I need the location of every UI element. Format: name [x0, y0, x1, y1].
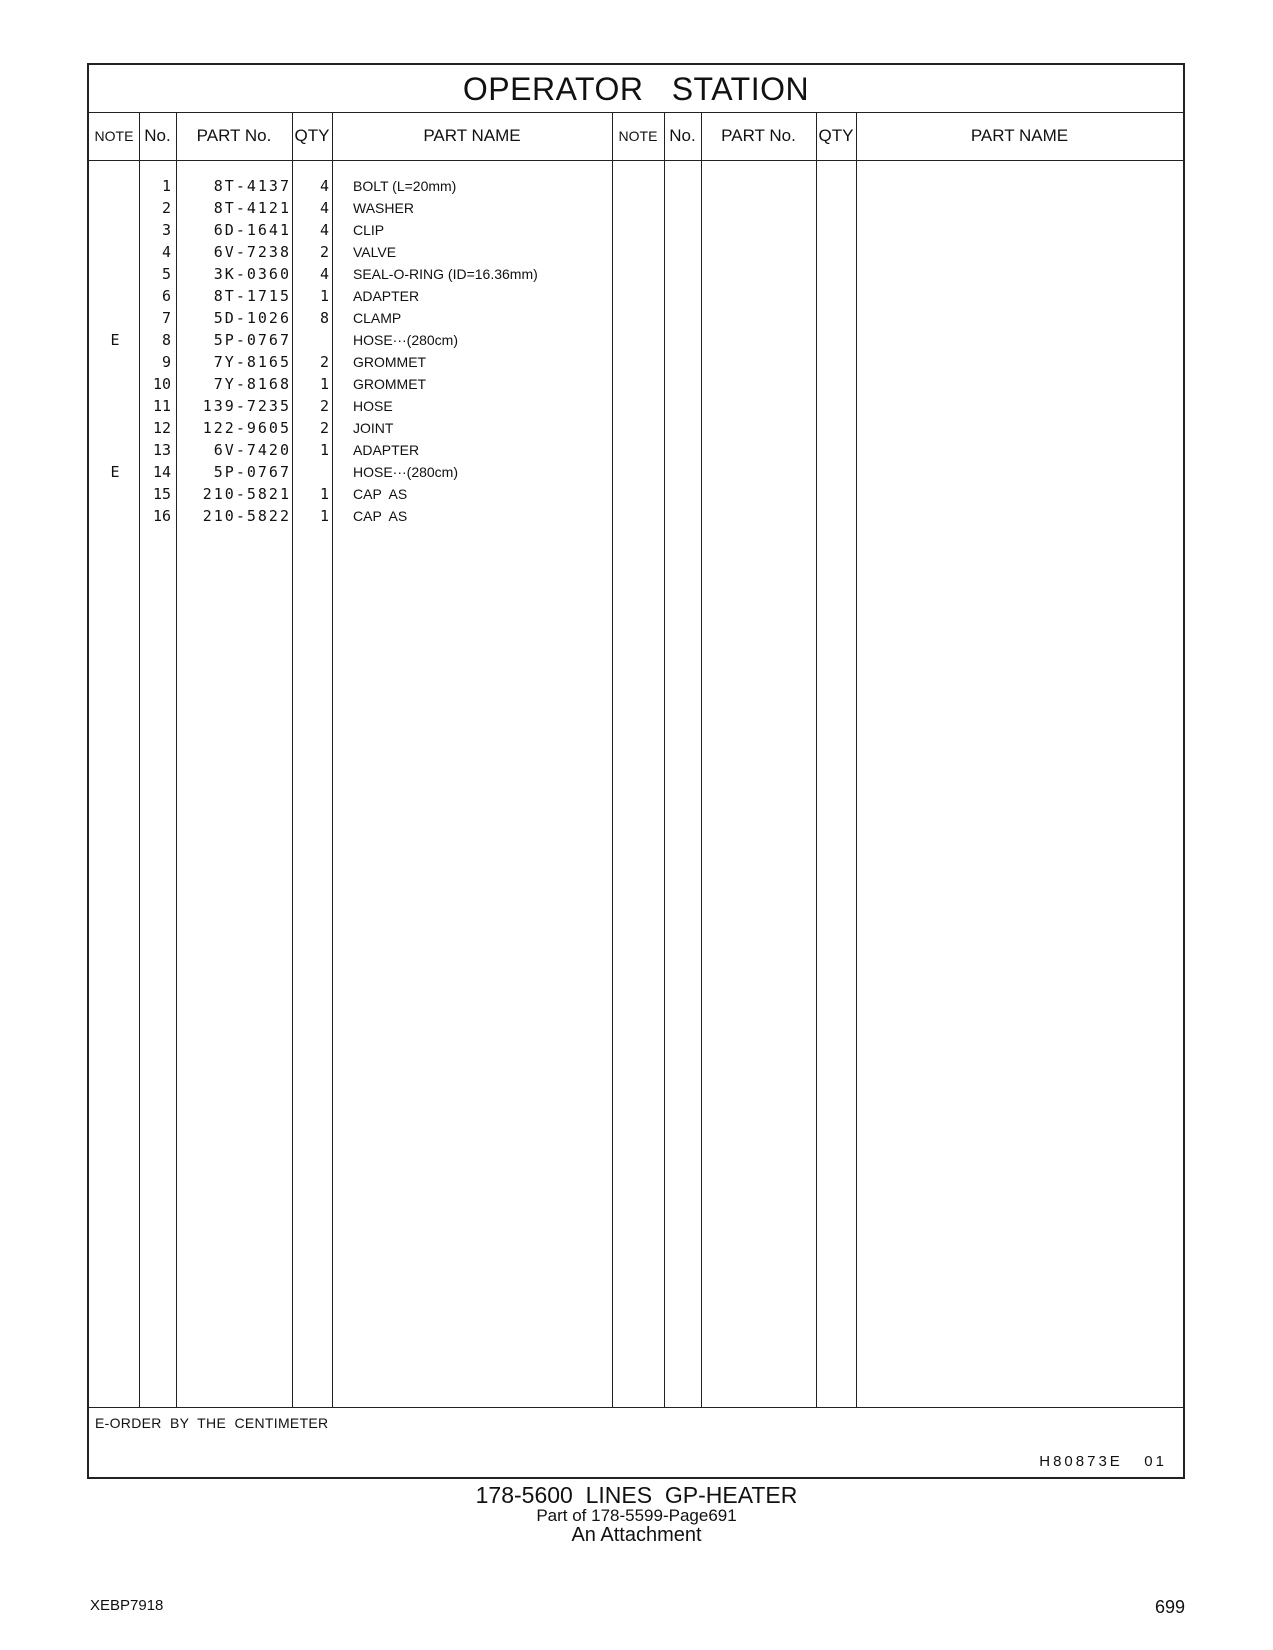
note-cell [89, 175, 141, 197]
note-cell [89, 373, 141, 395]
header-part-name-right: PART NAME [970, 126, 1069, 145]
part-number-cell: 7Y-8165 [213, 353, 291, 371]
part-name-cell: BOLT (L=20mm) [353, 178, 457, 194]
header-note-left: NOTE [94, 128, 134, 144]
part-number-cell: 5P-0767 [213, 463, 291, 481]
page-number: 699 [1154, 1597, 1185, 1617]
reference-code: H80873E 01 [1039, 1453, 1167, 1470]
quantity-cell: 1 [319, 507, 329, 525]
part-number-cell: 6V-7238 [213, 243, 291, 261]
page-title: OPERATOR STATION [89, 65, 1183, 113]
note-cell: E [110, 331, 120, 349]
item-number-cell: 6 [161, 287, 171, 305]
table-row [89, 175, 1183, 197]
note-cell [89, 483, 141, 505]
part-name-cell: ADAPTER [353, 442, 420, 458]
item-number-cell: 9 [161, 353, 171, 371]
note-cell [89, 505, 141, 527]
part-number-cell: 5P-0767 [213, 331, 291, 349]
header-qty-right: QTY [818, 126, 854, 145]
part-name-cell: SEAL-O-RING (ID=16.36mm) [353, 266, 538, 282]
note-cell [89, 439, 141, 461]
quantity-cell: 2 [319, 243, 329, 261]
part-name-cell: JOINT [353, 420, 394, 436]
header-no-left: No. [144, 126, 171, 145]
header-part-name-left: PART NAME [423, 126, 521, 145]
part-number-cell: 3K-0360 [213, 265, 291, 283]
item-number-cell: 8 [161, 331, 171, 349]
header-part-no-left: PART No. [196, 126, 272, 145]
item-number-cell: 16 [152, 507, 171, 525]
quantity-cell: 4 [319, 199, 329, 217]
part-of-reference: Part of 178-5599-Page691 [536, 1506, 737, 1525]
quantity-cell: 4 [319, 221, 329, 239]
part-name-cell: GROMMET [353, 376, 427, 392]
quantity-cell: 1 [319, 287, 329, 305]
table-row [89, 483, 1183, 505]
note-cell [89, 197, 141, 219]
item-number-cell: 12 [152, 419, 171, 437]
item-number-cell: 1 [161, 177, 171, 195]
note-cell [89, 219, 141, 241]
note-cell [89, 263, 141, 285]
item-number-cell: 15 [152, 485, 171, 503]
parts-list-frame [87, 63, 1185, 1479]
item-number-cell: 14 [152, 463, 171, 481]
item-number-cell: 13 [152, 441, 171, 459]
part-number-cell: 210-5822 [202, 507, 291, 525]
note-cell [89, 285, 141, 307]
part-number-cell: 8T-4121 [213, 199, 291, 217]
part-name-cell: WASHER [353, 200, 414, 216]
item-number-cell: 4 [161, 243, 171, 261]
part-number-cell: 8T-1715 [213, 287, 291, 305]
part-number-cell: 6V-7420 [213, 441, 291, 459]
table-row [89, 285, 1183, 307]
quantity-cell [299, 461, 329, 483]
note-cell [89, 241, 141, 263]
note-cell: E [110, 463, 120, 481]
table-row [89, 461, 1183, 483]
quantity-cell: 4 [319, 265, 329, 283]
table-row [89, 329, 1183, 351]
quantity-cell: 4 [319, 177, 329, 195]
part-name-cell: CLAMP [353, 310, 402, 326]
table-row [89, 417, 1183, 439]
part-number-cell: 5D-1026 [213, 309, 291, 327]
part-number-cell: 122-9605 [202, 419, 291, 437]
note-cell [89, 351, 141, 373]
footnote: E-ORDER BY THE CENTIMETER [95, 1415, 329, 1431]
part-name-cell: CAP AS [353, 508, 408, 524]
quantity-cell: 1 [319, 441, 329, 459]
item-number-cell: 3 [161, 221, 171, 239]
quantity-cell: 1 [319, 485, 329, 503]
parts-table-body [89, 161, 1183, 1471]
part-number-cell: 210-5821 [202, 485, 291, 503]
part-name-cell: GROMMET [353, 354, 427, 370]
part-name-cell: HOSE [353, 398, 393, 414]
group-subtitle: 178-5600 LINES GP-HEATER [475, 1482, 798, 1508]
quantity-cell: 2 [319, 419, 329, 437]
header-note-right: NOTE [618, 128, 658, 144]
document-code: XEBP7918 [90, 1597, 164, 1614]
column-header-row [89, 113, 1183, 161]
header-part-no-right: PART No. [721, 126, 796, 145]
note-cell [89, 395, 141, 417]
table-row [89, 263, 1183, 285]
table-row [89, 439, 1183, 461]
attachment-label: An Attachment [571, 1524, 702, 1546]
table-row [89, 351, 1183, 373]
quantity-cell: 2 [319, 397, 329, 415]
item-number-cell: 11 [152, 397, 171, 415]
item-number-cell: 5 [161, 265, 171, 283]
note-cell [89, 417, 141, 439]
item-number-cell: 10 [152, 375, 171, 393]
part-number-cell: 8T-4137 [213, 177, 291, 195]
table-row [89, 505, 1183, 527]
part-name-cell: HOSE···(280cm) [353, 332, 459, 348]
part-name-cell: HOSE···(280cm) [353, 464, 459, 480]
table-row [89, 395, 1183, 417]
table-bottom-rule [89, 1407, 1183, 1408]
note-cell [89, 307, 141, 329]
quantity-cell [299, 329, 329, 351]
quantity-cell: 8 [319, 309, 329, 327]
table-row [89, 373, 1183, 395]
part-name-cell: VALVE [353, 244, 397, 260]
quantity-cell: 2 [319, 353, 329, 371]
table-row [89, 241, 1183, 263]
header-qty-left: QTY [294, 126, 330, 145]
quantity-cell: 1 [319, 375, 329, 393]
part-number-cell: 7Y-8168 [213, 375, 291, 393]
part-name-cell: ADAPTER [353, 288, 420, 304]
table-row [89, 197, 1183, 219]
part-name-cell: CLIP [353, 222, 385, 238]
header-no-right: No. [669, 126, 696, 145]
table-row [89, 307, 1183, 329]
table-row [89, 219, 1183, 241]
part-number-cell: 6D-1641 [213, 221, 291, 239]
part-name-cell: CAP AS [353, 486, 408, 502]
part-number-cell: 139-7235 [202, 397, 291, 415]
item-number-cell: 7 [161, 309, 171, 327]
item-number-cell: 2 [161, 199, 171, 217]
